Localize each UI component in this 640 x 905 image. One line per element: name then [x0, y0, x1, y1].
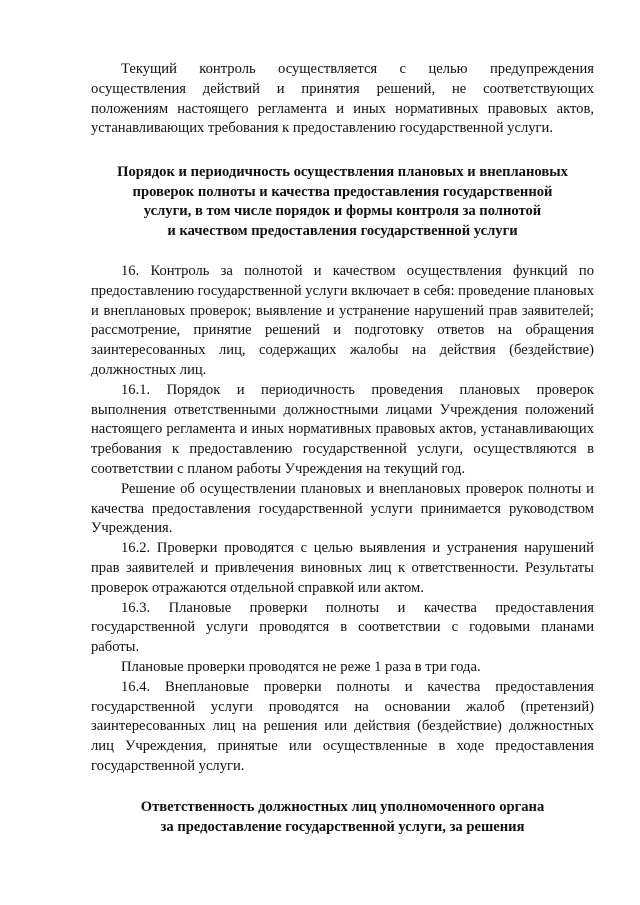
paragraph-16-1: 16.1. Порядок и периодичность проведения плановых проверок выполнения ответственными должностными лицами Учреждения положений настоящего регламента и иных нормативных правовых актов, устанавливающих требования к предоставлению государственной услуги, осуществляются в соответствии с планом работы Учреждения на текущий год.: [91, 381, 594, 477]
paragraph-decision: Решение об осуществлении плановых и внеплановых проверок полноты и качества предоставления государственной услуги принимается руководством Учреждения.: [91, 480, 594, 537]
intro-block: [91, 60, 594, 139]
body-block: [91, 262, 594, 777]
paragraph-16-4: 16.4. Внеплановые проверки полноты и качества предоставления государственной услуги проводятся на основании жалоб (претензий) заинтересованных лиц на решения или действия (бездействие) должностных лиц Учреждения, принятые или осуществленные в ходе предоставления государственной услуги.: [91, 678, 594, 774]
paragraph-16-3: 16.3. Плановые проверки полноты и качества предоставления государственной услуги проводятся в соответствии с годовыми планами работы.: [91, 599, 594, 656]
section-heading-2: [91, 798, 594, 837]
paragraph-planned-frequency: Плановые проверки проводятся не реже 1 раза в три года.: [121, 658, 481, 675]
section-heading-1: [91, 163, 594, 241]
heading-2-line: Ответственность должностных лиц уполномоченного органа: [140, 799, 545, 815]
heading-1-line: и качеством предоставления государственной услуги: [167, 222, 518, 239]
paragraph-16: 16. Контроль за полнотой и качеством осуществления функций по предоставлению государственной услуги включает в себя: проведение плановых и внеплановых проверок; выявление и устранение нарушений прав заявителей; рассмотрение, принятие решений и подготовку ответов на обращения заинтересованных лиц, содержащих жалобы на действия (бездействие) должностных лиц.: [91, 263, 594, 378]
paragraph-16-2: 16.2. Проверки проводятся с целью выявления и устранения нарушений прав заявителей и привлечения виновных лиц к ответственности. Результаты проверок отражаются отдельной справкой или актом.: [91, 540, 594, 596]
heading-1-line: проверок полноты и качества предоставления государственной: [132, 183, 553, 200]
heading-2-line: за предоставление государственной услуги, за решения: [160, 818, 525, 835]
intro-paragraph: Текущий контроль осуществляется с целью предупреждения осуществления действий и принятия решений, не соответствующих положениям настоящего регламента и иных нормативных правовых актов, устанавливающих требования к предоставлению государственной услуги.: [91, 61, 594, 137]
heading-1-line: услуги, в том числе порядок и формы контроля за полнотой: [143, 203, 542, 219]
heading-1-line: Порядок и периодичность осуществления плановых и внеплановых: [117, 164, 568, 180]
